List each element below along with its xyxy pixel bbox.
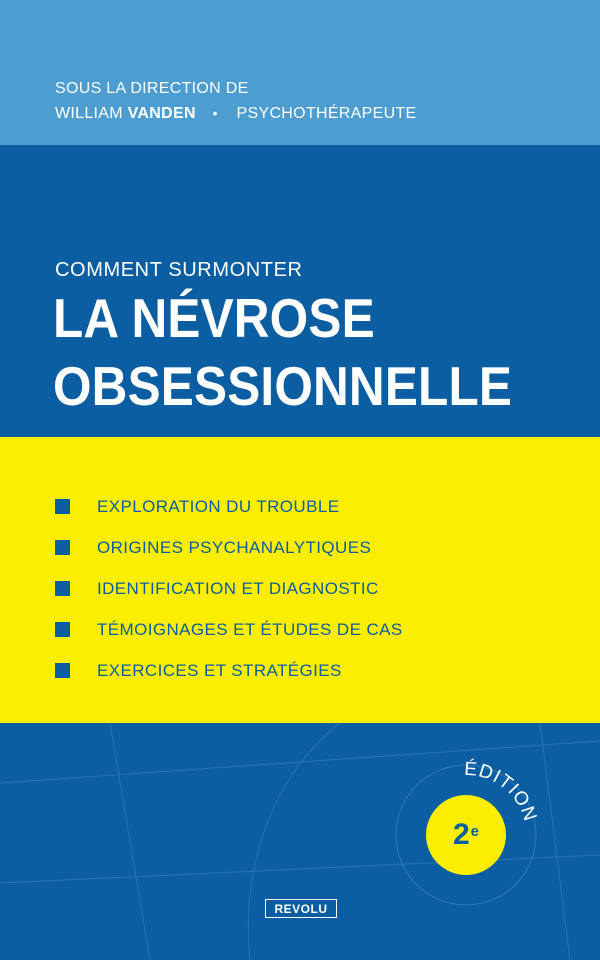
separator-dot: •: [212, 105, 218, 121]
edition-number-suffix: e: [470, 822, 480, 840]
edition-arc-label: [386, 755, 546, 915]
author-role: PSYCHOTHÉRAPEUTE: [236, 105, 417, 122]
contents-item-text: EXPLORATION DU TROUBLE: [97, 496, 340, 516]
title-kicker: COMMENT SURMONTER: [55, 259, 303, 281]
contents-item: [55, 609, 403, 650]
bullet-square-icon: [55, 622, 70, 637]
contents-item: [55, 568, 403, 609]
title-line-2: OBSESSIONNELLE: [53, 355, 513, 417]
edition-word: ÉDITION: [463, 758, 541, 825]
publisher-logo: REVOLU: [265, 899, 337, 918]
author-first-name: WILLIAM: [55, 105, 123, 122]
svg-text:ÉDITION: [464, 759, 541, 825]
direction-label: SOUS LA DIRECTION DE: [55, 80, 249, 97]
contents-item: [55, 486, 403, 527]
contents-item-text: EXERCICES ET STRATÉGIES: [97, 660, 342, 680]
contents-item-text: ORIGINES PSYCHANALYTIQUES: [97, 537, 372, 557]
author-last-name: VANDEN: [127, 105, 196, 122]
edition-number-value: 2: [452, 818, 470, 851]
bullet-square-icon: [55, 540, 70, 555]
contents-item-text: IDENTIFICATION ET DIAGNOSTIC: [97, 578, 379, 598]
contents-item: [55, 650, 403, 691]
bullet-square-icon: [55, 581, 70, 596]
contents-item: [55, 527, 403, 568]
contents-list: [55, 486, 403, 691]
bullet-square-icon: [55, 663, 70, 678]
title-line-1: LA NÉVROSE: [53, 287, 375, 349]
author-line: [55, 103, 416, 124]
contents-item-text: TÉMOIGNAGES ET ÉTUDES DE CAS: [97, 619, 403, 639]
bullet-square-icon: [55, 499, 70, 514]
